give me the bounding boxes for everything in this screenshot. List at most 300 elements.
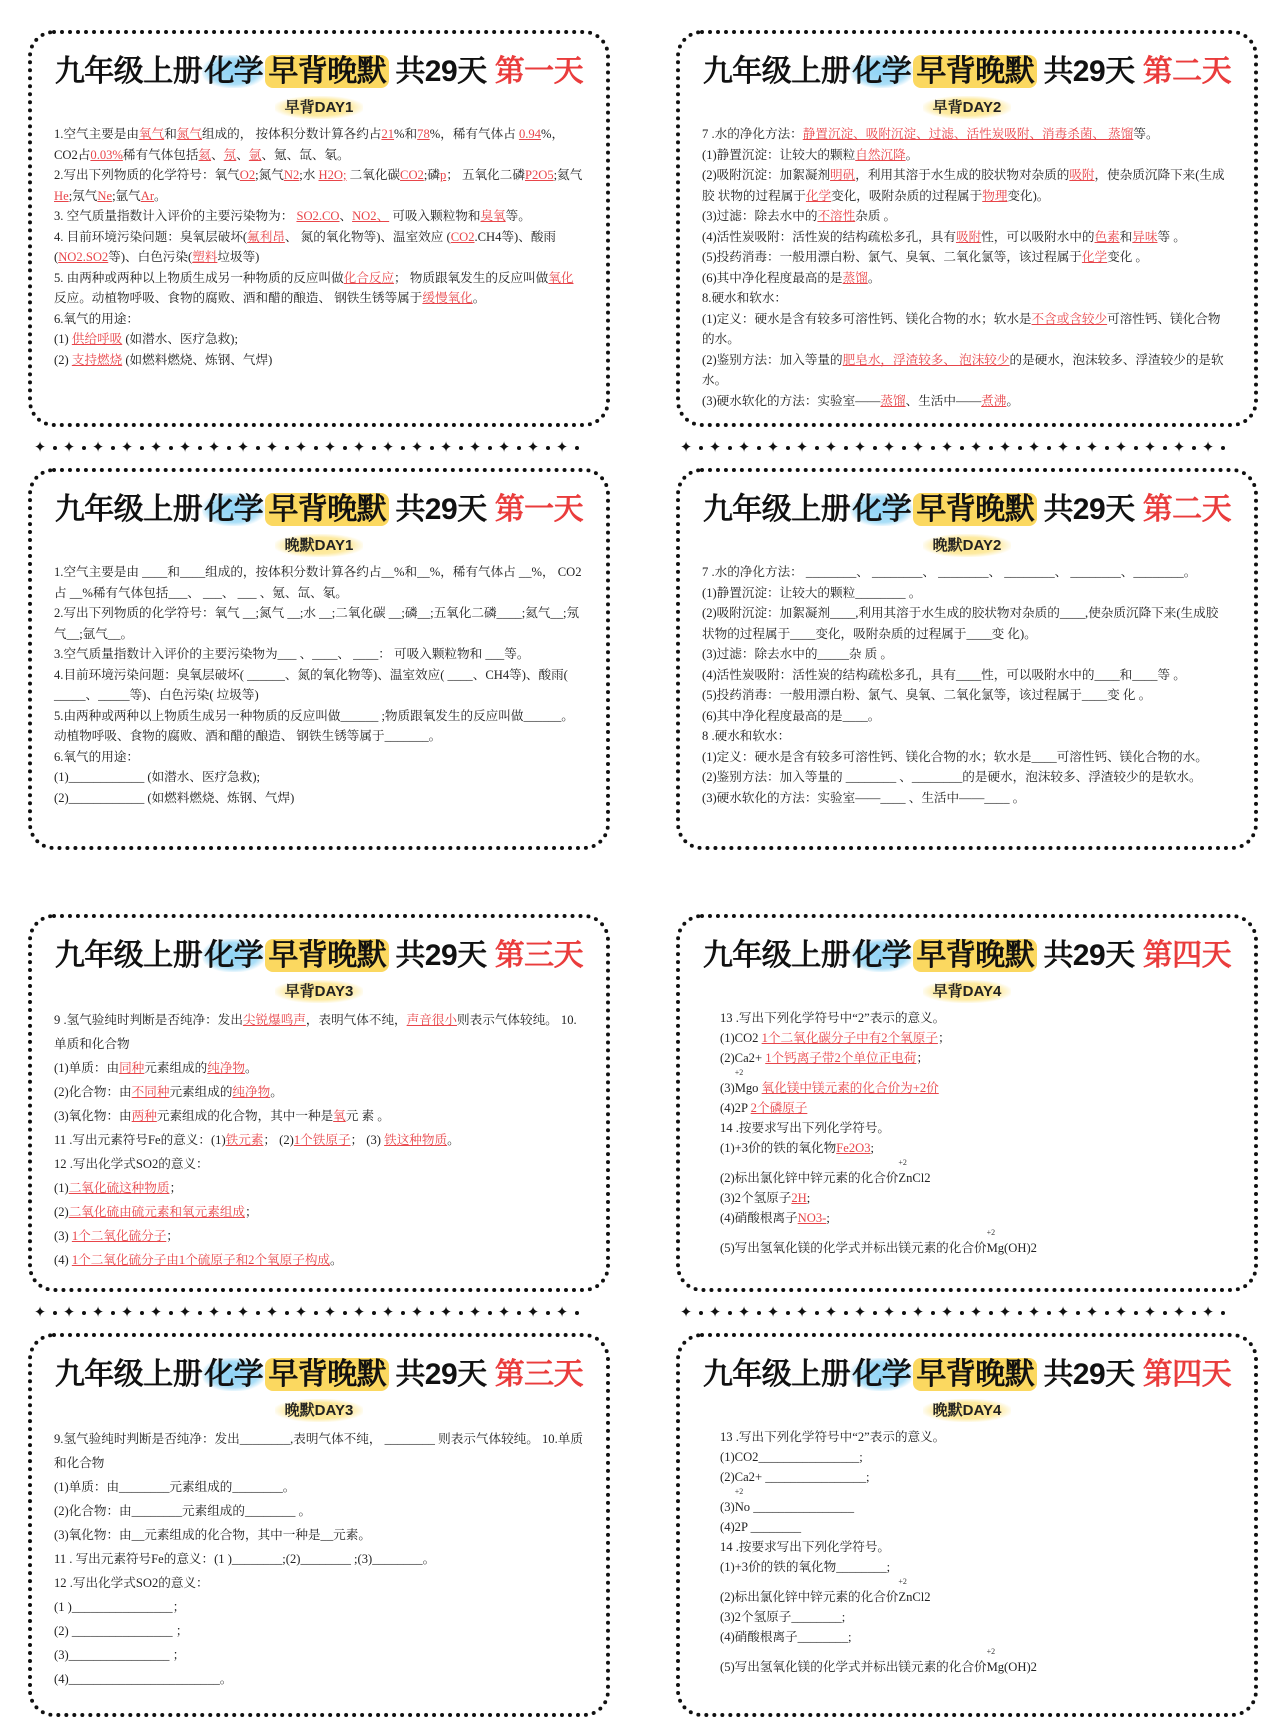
text-segment: 。 <box>270 1085 283 1099</box>
text-segment: (5)写出氢氧化镁的化学式并标出镁元素的化合价 <box>720 1660 987 1674</box>
text-segment: (2)吸附沉淀：加絮凝剂 <box>702 168 831 182</box>
text-segment: (1)定义：硬水是含有较多可溶性钙、镁化合物的水；软水是____可溶性钙、镁化合物的水。 <box>702 749 1208 764</box>
text-segment: 。 <box>330 1253 343 1267</box>
title-grade: 九年级上册 <box>702 493 851 526</box>
answer-text: CO2 <box>400 168 424 182</box>
dot-icon <box>1134 446 1138 450</box>
answer-text: Fe2O3 <box>836 1141 871 1155</box>
title-grade: 九年级上册 <box>54 939 203 972</box>
star-icon: ✦ <box>265 1304 279 1321</box>
content-line <box>54 1499 584 1523</box>
dot-icon <box>430 1311 434 1315</box>
text-segment: (3) <box>720 1081 735 1095</box>
text-segment: (1) <box>54 1181 69 1195</box>
card-content <box>54 562 584 808</box>
content-line <box>720 1537 1232 1557</box>
text-segment: ； <box>169 1181 183 1195</box>
answer-text: 0.03% <box>90 147 123 162</box>
text-segment: (2)Ca2+ <box>720 1051 766 1065</box>
content-line <box>702 747 1232 768</box>
dot-icon <box>285 446 289 450</box>
content-line <box>54 350 584 371</box>
star-icon: ✦ <box>178 1304 192 1321</box>
answer-text: P2O5 <box>524 168 554 182</box>
title-day-number: 第三天 <box>494 1358 584 1391</box>
card-subtitle <box>54 1399 584 1423</box>
subtitle-label: 晚默DAY4 <box>923 1399 1012 1422</box>
text-segment: (6)其中净化程度最高的是 <box>702 270 843 285</box>
content-line <box>720 1577 1232 1607</box>
answer-text: N2 <box>283 168 300 182</box>
star-icon: ✦ <box>1027 1304 1041 1321</box>
text-segment: ，使杂质沉降下来(生成胶 状物的过程属于 <box>702 168 1225 203</box>
answer-text: 不同种 <box>131 1085 170 1099</box>
title-method-highlight: 早背晚默 <box>913 55 1037 88</box>
star-icon: ✦ <box>824 1304 838 1321</box>
separator <box>30 438 610 458</box>
answer-text: NO2、 <box>352 209 390 223</box>
answer-text: 2个磷原子 <box>750 1101 808 1115</box>
content-line <box>54 1080 584 1104</box>
content-line <box>720 1627 1232 1647</box>
text-segment: 13 .写出下列化学符号中“2”表示的意义。 <box>720 1011 946 1025</box>
content-line <box>720 1008 1232 1028</box>
dot-icon <box>198 1311 202 1315</box>
content-line <box>702 562 1232 583</box>
title-subject-highlight: 化学 <box>204 55 264 88</box>
answer-text: 纯净物 <box>232 1085 271 1099</box>
content-line <box>720 1048 1232 1068</box>
title-method-highlight: 早背晚默 <box>913 1358 1037 1391</box>
card-title <box>54 934 584 978</box>
text-segment: %， CO2占 <box>54 127 565 162</box>
dot-icon <box>459 1311 463 1315</box>
answer-text: 物理 <box>982 188 1008 203</box>
star-icon: ✦ <box>795 1304 809 1321</box>
dot-icon <box>931 1311 935 1315</box>
answer-text: 纯净物 <box>207 1061 245 1075</box>
star-icon: ✦ <box>737 439 751 456</box>
star-icon: ✦ <box>352 439 366 456</box>
star-icon: ✦ <box>91 1304 105 1321</box>
text-segment: (3)2个氢原子________; <box>720 1610 846 1624</box>
content-line <box>54 124 584 165</box>
card-day2-evening <box>676 468 1258 850</box>
card-row <box>28 30 1258 427</box>
text-segment: 则表示气体较纯。 10.单质和化合物 <box>54 1013 577 1051</box>
content-line <box>720 1487 1232 1517</box>
answer-text: CO2 <box>450 229 475 244</box>
text-segment: ； 物质跟氧发生的反应叫做 <box>394 270 549 285</box>
content-line <box>702 350 1232 391</box>
dot-icon <box>815 1311 819 1315</box>
text-segment: ，利用其溶于水生成的胶状物对杂质的 <box>855 168 1070 182</box>
text-segment: 。 <box>245 1061 258 1075</box>
dot-icon <box>844 446 848 450</box>
text-segment: 稀有气体包括 <box>122 147 199 162</box>
star-icon: ✦ <box>1201 1304 1215 1321</box>
separator-row <box>30 427 1280 468</box>
title-total-days: 共29天 <box>395 493 487 526</box>
subtitle-label: 早背DAY3 <box>275 980 364 1003</box>
subtitle-label: 早背DAY4 <box>923 980 1012 1003</box>
star-icon: ✦ <box>468 439 482 456</box>
text-segment: (3) <box>54 1229 72 1243</box>
content-line <box>54 1643 584 1667</box>
text-segment: 。 <box>1006 393 1019 408</box>
answer-text: 缓慢氧化 <box>422 291 473 305</box>
dot-icon <box>227 1311 231 1315</box>
text-segment: 变化)。 <box>1007 188 1050 203</box>
text-segment: (2)标出氯化锌中锌元素的化合价 <box>720 1171 899 1185</box>
title-method-highlight: 早背晚默 <box>265 1358 389 1391</box>
star-icon: ✦ <box>526 439 540 456</box>
text-segment: 组成的， 按体积分数计算各约占 <box>201 127 382 141</box>
text-segment: 变化 。 <box>1107 250 1149 264</box>
subtitle-label: 早背DAY1 <box>275 96 364 119</box>
content-line <box>54 227 584 268</box>
title-grade: 九年级上册 <box>54 493 203 526</box>
text-segment: 14 .按要求写出下列化学符号。 <box>720 1540 891 1554</box>
text-segment: (2)化合物：由 <box>54 1085 132 1099</box>
text-segment: 和 <box>1119 229 1133 244</box>
text-segment: %，稀有气体占 <box>429 127 519 141</box>
card-subtitle <box>54 96 584 120</box>
text-segment: (4)________________________。 <box>54 1672 233 1686</box>
dot-icon <box>786 1311 790 1315</box>
separator <box>676 1303 1256 1323</box>
text-segment: ，表明气体不纯， <box>305 1013 407 1027</box>
subtitle-label: 晚默DAY1 <box>275 534 364 557</box>
star-icon: ✦ <box>410 1304 424 1321</box>
text-segment: 、氪、氙、氡。 <box>261 147 350 162</box>
title-subject-highlight: 化学 <box>204 493 264 526</box>
dot-icon <box>699 1311 703 1315</box>
text-segment: 3.空气质量指数计入评价的主要污染物为___ 、____、 ____： 可吸入颗粒物和 ___等。 <box>54 647 530 661</box>
dot-icon <box>1163 1311 1167 1315</box>
dot-icon <box>1018 446 1022 450</box>
answer-text: 氧 <box>333 1109 346 1123</box>
content-line <box>54 767 584 788</box>
card-title <box>702 1353 1232 1397</box>
card-subtitle <box>702 980 1232 1004</box>
content-line <box>702 767 1232 788</box>
text-segment: (4)2P <box>720 1101 751 1115</box>
answer-text: 铁这种物质 <box>384 1133 448 1147</box>
content-line <box>54 206 584 227</box>
content-line <box>702 288 1232 309</box>
dot-icon <box>844 1311 848 1315</box>
text-segment: 等。 <box>505 209 531 223</box>
answer-text: 同种 <box>119 1061 145 1075</box>
star-icon: ✦ <box>236 1304 250 1321</box>
title-total-days: 共29天 <box>1043 1358 1135 1391</box>
dot-icon <box>699 446 703 450</box>
text-segment: ； <box>166 1229 179 1243</box>
content-line <box>702 788 1232 809</box>
card-row <box>28 914 1258 1292</box>
content-line <box>720 1467 1232 1487</box>
text-segment: (5)写出氢氧化镁的化学式并标出镁元素的化合价 <box>720 1241 987 1255</box>
text-segment: 11 .写出元素符号Fe的意义：(1) <box>54 1133 226 1147</box>
star-icon: ✦ <box>207 1304 221 1321</box>
text-segment: ;氮气 <box>255 168 284 182</box>
star-icon: ✦ <box>555 1304 569 1321</box>
star-icon: ✦ <box>62 439 76 456</box>
star-icon: ✦ <box>439 1304 453 1321</box>
dot-icon <box>1076 1311 1080 1315</box>
title-day-number: 第二天 <box>1142 55 1232 88</box>
text-segment: (3)________________ ； <box>54 1648 186 1662</box>
dot-icon <box>285 1311 289 1315</box>
text-segment: (3)2个氢原子 <box>720 1191 792 1205</box>
dot-icon <box>140 446 144 450</box>
star-icon: ✦ <box>497 439 511 456</box>
text-segment: 元素组成的 <box>169 1085 233 1099</box>
text-segment: 元 素 。 <box>345 1109 390 1123</box>
star-icon: ✦ <box>468 1304 482 1321</box>
star-icon: ✦ <box>882 439 896 456</box>
dot-icon <box>372 1311 376 1315</box>
dot-icon <box>1047 446 1051 450</box>
answer-text: 支持燃烧 <box>71 352 123 367</box>
star-icon: ✦ <box>969 1304 983 1321</box>
text-segment: (2)Ca2+ ________________; <box>720 1470 870 1484</box>
dot-icon <box>1163 446 1167 450</box>
text-segment: (2)____________ (如燃料燃烧、炼钢、气焊) <box>54 790 295 805</box>
content-line <box>702 391 1232 412</box>
answer-text: 煮沸 <box>981 393 1007 408</box>
content-line <box>54 562 584 603</box>
dot-icon <box>488 446 492 450</box>
answer-text: 1个铁原子 <box>293 1133 351 1147</box>
dot-icon <box>169 1311 173 1315</box>
content-line <box>54 706 584 747</box>
text-segment: ;磷 <box>423 168 440 182</box>
text-segment: ； 五氧化二磷 <box>446 168 525 182</box>
dot-icon <box>989 1311 993 1315</box>
text-segment: (2)吸附沉淀：加絮凝剂____,利用其溶于水生成的胶状物对杂质的____,使杂质沉降下来(生成胶 状物的过程属于____变化，吸附杂质的过程属于____变 化)。 <box>702 606 1219 641</box>
star-icon: ✦ <box>120 1304 134 1321</box>
answer-text: 氩 <box>248 147 262 162</box>
dot-icon <box>1221 446 1225 450</box>
subtitle-label: 晚默DAY2 <box>923 534 1012 557</box>
text-segment: (3)硬水软化的方法：实验室—— <box>702 393 881 408</box>
title-subject-highlight: 化学 <box>852 1358 912 1391</box>
text-segment: 8 .硬水和软水： <box>702 729 791 743</box>
content-line <box>54 644 584 665</box>
star-icon: ✦ <box>1027 439 1041 456</box>
star-icon: ✦ <box>708 439 722 456</box>
text-segment: ________________ <box>750 1500 854 1514</box>
text-segment: (3) <box>720 1500 735 1514</box>
title-total-days: 共29天 <box>395 939 487 972</box>
dot-icon <box>1018 1311 1022 1315</box>
text-segment: 9 .氢气验纯时判断是否纯净：发出 <box>54 1013 243 1027</box>
text-segment: ;氖气 <box>68 188 98 203</box>
dot-icon <box>314 446 318 450</box>
star-icon: ✦ <box>911 439 925 456</box>
card-title <box>54 50 584 94</box>
text-segment: (5)投药消毒：一般用漂白粉、氯气、臭氧、二氧化氯等，该过程属于____变 化 。 <box>702 688 1152 702</box>
content-line <box>720 1028 1232 1048</box>
star-icon: ✦ <box>1085 1304 1099 1321</box>
content-line <box>54 1008 584 1056</box>
star-icon: ✦ <box>294 439 308 456</box>
title-subject-highlight: 化学 <box>204 939 264 972</box>
card-day4-morning <box>676 914 1258 1292</box>
dot-icon <box>1047 1311 1051 1315</box>
formula-text: Mgo <box>734 1081 759 1095</box>
text-segment: (4)2P ________ <box>720 1520 802 1534</box>
title-total-days: 共29天 <box>1043 939 1135 972</box>
card-day2-morning <box>676 30 1258 427</box>
text-segment: ； (3) <box>350 1133 385 1147</box>
star-icon: ✦ <box>1143 1304 1157 1321</box>
title-day-number: 第一天 <box>494 55 584 88</box>
formula-with-valence <box>735 1487 750 1517</box>
content-line <box>54 1571 584 1595</box>
text-segment: 1.空气主要是由 <box>54 127 140 141</box>
star-icon: ✦ <box>679 1304 693 1321</box>
star-icon: ✦ <box>940 1304 954 1321</box>
text-segment: (3)氧化物：由 <box>54 1109 132 1123</box>
title-subject-highlight: 化学 <box>852 55 912 88</box>
answer-text: 氧化 <box>548 270 574 285</box>
title-subject-highlight: 化学 <box>204 1358 264 1391</box>
text-segment: 6.氧气的用途： <box>54 311 140 326</box>
answer-text: 0.94 <box>518 127 541 141</box>
answer-text: 21 <box>381 127 395 141</box>
dot-icon <box>902 1311 906 1315</box>
text-segment: 、 <box>211 147 224 162</box>
content-line <box>702 206 1232 227</box>
content-line <box>54 1248 584 1272</box>
star-icon: ✦ <box>1085 439 1099 456</box>
dot-icon <box>1134 1311 1138 1315</box>
dot-icon <box>256 446 260 450</box>
content-line <box>54 1619 584 1643</box>
dot-icon <box>989 446 993 450</box>
answer-text: Ar <box>140 188 155 203</box>
star-icon: ✦ <box>911 1304 925 1321</box>
content-line <box>720 1098 1232 1118</box>
card-content <box>54 124 584 370</box>
content-line <box>702 706 1232 727</box>
text-segment: ; <box>806 1191 811 1205</box>
text-segment: 12 .写出化学式SO2的意义： <box>54 1576 209 1590</box>
content-line <box>54 1523 584 1547</box>
content-line <box>54 788 584 809</box>
answer-text: 肥皂水，浮渣较多、 泡沫较少 <box>842 352 1010 367</box>
text-segment: 元素组成的 <box>144 1061 208 1075</box>
text-segment: 3. 空气质量指数计入评价的主要污染物为： <box>54 209 297 223</box>
card-content <box>702 124 1232 411</box>
text-segment: 可溶性钙、镁化合物的水。 <box>702 311 1221 346</box>
dot-icon <box>82 446 86 450</box>
answer-text: 氧化镁中镁元素的化合价为+2价 <box>761 1081 939 1095</box>
text-segment: 2.写出下列物质的化学符号：氧气 __;氮气 __;水 __;二氧化碳 __;磷__;五氧化二磷____;氦气__;氖气__;氩气__。 <box>54 606 580 641</box>
text-segment: (1)+3价的铁的氧化物 <box>720 1141 837 1155</box>
title-total-days: 共29天 <box>395 55 487 88</box>
answer-text: 异味 <box>1132 229 1158 244</box>
title-day-number: 第三天 <box>494 939 584 972</box>
star-icon: ✦ <box>323 1304 337 1321</box>
text-segment: 。 <box>472 291 486 305</box>
star-icon: ✦ <box>708 1304 722 1321</box>
star-icon: ✦ <box>33 439 47 456</box>
dot-icon <box>575 446 579 450</box>
answer-text: 自然沉降 <box>855 147 906 162</box>
valence-superscript: +2 <box>898 1577 907 1586</box>
card-content <box>702 1008 1232 1258</box>
answer-text: O2 <box>239 168 256 182</box>
formula-with-valence <box>987 1228 1037 1258</box>
dot-icon <box>314 1311 318 1315</box>
card-subtitle <box>702 534 1232 558</box>
star-icon: ✦ <box>207 439 221 456</box>
title-method-highlight: 早背晚默 <box>265 55 389 88</box>
text-segment: 1.空气主要是由 ____和____组成的，按体积分数计算各约占__%和__%，稀有气体占 __%， CO2占 __%稀有气体包括___、 ___、 ___ 、氪、氙、氡。 <box>54 565 582 600</box>
valence-superscript: +2 <box>734 1068 744 1077</box>
dot-icon <box>575 1311 579 1315</box>
title-day-number: 第二天 <box>1142 493 1232 526</box>
dot-icon <box>728 1311 732 1315</box>
text-segment: ； <box>916 1051 929 1065</box>
star-icon: ✦ <box>998 439 1012 456</box>
text-segment: 的是硬水，泡沫较多、浮渣较少的是软水。 <box>702 352 1224 387</box>
answer-text: 明矾 <box>830 168 856 182</box>
answer-text: 色素 <box>1094 229 1120 244</box>
text-segment: 7 .水的净化方法： <box>702 127 803 141</box>
dot-icon <box>546 1311 550 1315</box>
card-title <box>702 934 1232 978</box>
text-segment: 和 <box>164 127 177 141</box>
text-segment: 4. 目前环境污染问题：臭氧层破坏( <box>54 229 248 244</box>
text-segment: (1) <box>54 332 72 346</box>
content-line <box>54 603 584 644</box>
text-segment: 二氧化碳 <box>346 168 401 182</box>
answer-text: H2O; <box>318 168 347 182</box>
text-segment: (4)活性炭吸附：活性炭的结构疏松多孔，具有 <box>702 229 956 244</box>
star-icon: ✦ <box>1172 439 1186 456</box>
star-icon: ✦ <box>1201 439 1215 456</box>
text-segment: (1)CO2________________; <box>720 1450 863 1464</box>
answer-text: 蒸馏 <box>880 393 906 408</box>
text-segment: (2) ________________ ； <box>54 1624 189 1638</box>
text-segment: (3)过滤：除去水中的 <box>702 209 818 223</box>
text-segment: 等。 <box>1133 127 1159 141</box>
text-segment: 、 氮的氧化物等)、温室效应 ( <box>284 229 451 244</box>
card-day1-evening <box>28 468 610 850</box>
dot-icon <box>111 446 115 450</box>
content-line <box>702 665 1232 686</box>
answer-text: 1个二氧化碳分子中有2个氧原子 <box>761 1031 938 1045</box>
star-icon: ✦ <box>824 439 838 456</box>
content-line <box>54 1176 584 1200</box>
answer-text: 2H <box>791 1191 807 1205</box>
content-line <box>720 1427 1232 1447</box>
content-line <box>54 1200 584 1224</box>
title-method-highlight: 早背晚默 <box>265 493 389 526</box>
content-line <box>54 1056 584 1080</box>
text-segment: ; <box>870 1141 875 1155</box>
answer-text: Ne <box>97 188 113 203</box>
content-line <box>720 1158 1232 1188</box>
text-segment: 5.由两种或两种以上物质生成另一种物质的反应叫做______ ;物质跟氧发生的反应叫做______。动植物呼吸、食物的腐败、酒和醋的酿造、 钢铁生锈等属于_______。 <box>54 708 574 743</box>
content-line <box>720 1068 1232 1098</box>
star-icon: ✦ <box>766 1304 780 1321</box>
